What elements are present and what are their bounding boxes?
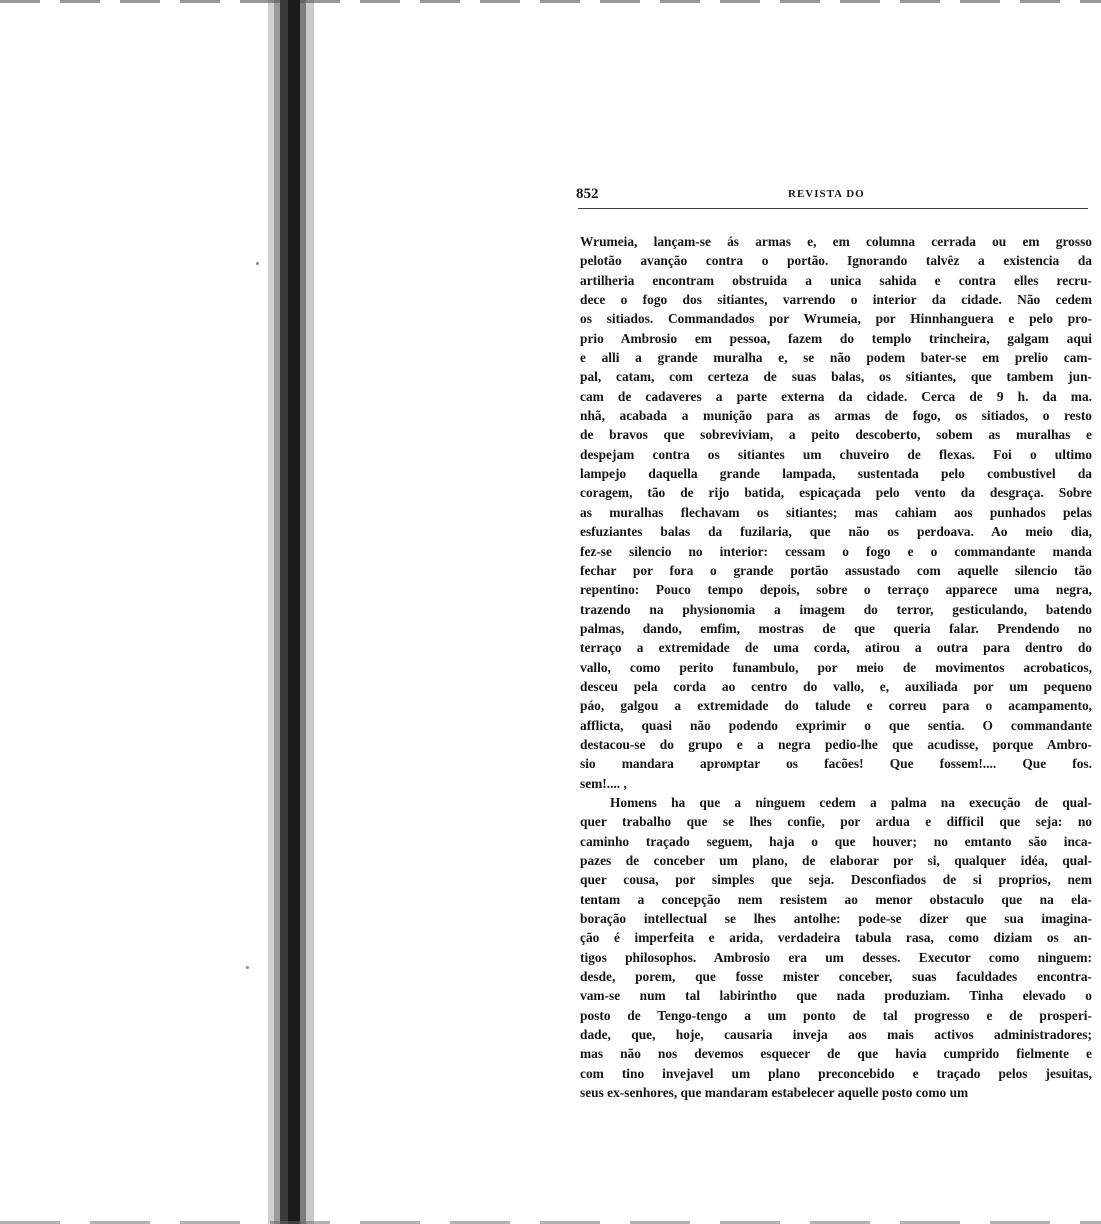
text-line: seus ex-senhores, que mandaram estabelecer aquelle posto como um [580,1085,969,1101]
text-line: Homens ha que a ninguem cedem a palma na execução de qual- [610,794,1092,810]
page-header [576,186,1090,208]
running-head: REVISTA DO [788,188,865,200]
header-rule [578,208,1088,209]
text-line: desceu pela corda ao centro do vallo, e, auxiliada por um pequeno [580,678,1092,694]
book-gutter-shadow [306,0,314,1224]
book-gutter-shadow [280,0,288,1224]
text-line: pal, catam, com certeza de suas balas, os sitiantes, que tambem jun- [580,369,1092,385]
paragraph-1 [580,232,1092,793]
text-line: boração intellectual se lhes antolhe: pode-se dizer que sua imagina- [580,911,1092,927]
text-line: vallo, como perito funambulo, por meio de movimentos acrobaticos, [580,659,1092,675]
text-line: sio mandara aprомptar os facões! Que fossem!.... Que fos. [580,756,1092,772]
text-line: dade, que, hoje, causaria inveja aos mais activos administradores; [580,1027,1092,1043]
text-line: dece o fogo dos sitiantes, varrendo o interior da cidade. Não cedem [580,292,1092,308]
text-line: páo, galgou a extremidade do talude e correu para o acampamento, [580,698,1092,714]
text-line: esfuziantes balas da fuzilaria, que não os perdoava. Ao meio dia, [580,524,1092,540]
text-line: artilheria encontram obstruida a unica sahida e contra elles recru- [580,272,1092,288]
text-line: desde, porem, que fosse mister conceber, suas faculdades encontra- [580,969,1092,985]
text-line: fez-se silencio no interior: cessam o fogo e o commandante manda [580,543,1092,559]
text-line: vam-se num tal labirintho que nada produziam. Tinha elevado o [580,988,1092,1004]
left-margin-blank [0,0,292,1224]
text-line: as muralhas flechavam os sitiantes; mas cahiam aos punhados pelas [580,504,1092,520]
text-line: nhã, acabada a munição para as armas de fogo, os sitiados, o resto [580,408,1092,424]
text-line: trazendo na physionomia a imagem do terror, gesticulando, batendo [580,601,1092,617]
text-line: repentino: Pouco tempo depois, sobre o terraço apparece uma negra, [580,582,1092,598]
text-line: terraço a extremidade de uma corda, atirou a outra para dentro do [580,640,1092,656]
text-line: despejam contra os sitiantes um chuveiro de flexas. Foi o ultimo [580,446,1092,462]
text-line: Wrumeia, lançam-se ás armas e, em columna cerrada ou em grosso [580,234,1092,249]
scan-speck [256,262,259,265]
text-line: quer trabalho que se lhes confie, por ardua e difficil que seja: no [580,814,1092,830]
text-line: prio Ambrosio em pessoa, fazem do templo trincheira, galgam aqui [580,330,1092,346]
text-line: palmas, dando, emfim, mostras de que queria falar. Prendendo no [580,620,1092,636]
text-line: caminho traçado seguem, haja o que houver; no emtanto são inca- [580,833,1092,849]
text-line: mas não nos devemos esquecer de que havia cumprido fielmente e [580,1046,1092,1062]
book-spine-edge [288,0,300,1224]
body-text [580,232,1092,1102]
text-line: pelotão avanção contra o portão. Ignorando talvêz a existencia da [580,253,1092,269]
text-line: destacou-se do grupo e a negra pedio-lhe que acudisse, porque Ambro- [580,736,1092,752]
page-number: 852 [576,186,599,202]
text-line: de bravos que sobreviviam, a peito descoberto, sobem as muralhas e [580,427,1092,443]
scan-speck [246,966,249,969]
text-line: quer cousa, por simples que seja. Desconfiados de si proprios, nem [580,872,1092,888]
text-line: ção é imperfeita e arida, verdadeira tabula rasa, como diziam os an- [580,930,1092,946]
text-line: tentam a concepção nem resistem ao menor obstaculo que na ela- [580,891,1092,907]
text-line: os sitiados. Commandados por Wrumeia, por Hinnhanguera e pelo pro- [580,311,1092,327]
text-line: pazes de conceber um plano, de elaborar por si, qualquer idéa, qual- [580,853,1092,868]
text-line: lampejo daquella grande lampada, sustentada pelo combustivel da [580,466,1092,482]
text-line: e alli a grande muralha e, se não podem bater-se em prelio cam- [580,350,1092,366]
text-line: sem!.... , [580,775,627,791]
text-line: afflicta, quasi não podendo exprimir o que sentia. O commandante [580,717,1092,733]
scan-top-edge [0,0,1101,3]
text-line: coragem, tão de rijo batida, espicaçada pelo vento da desgraça. Sobre [580,485,1092,501]
text-line: fechar por fora o grande portão assustado com aquelle silencio tão [580,562,1092,578]
text-line: cam de cadaveres a parte externa da cidade. Cerca de 9 h. da ma. [580,388,1092,404]
text-line: posto de Tengo-tengo a um ponto de tal progresso e de prosperi- [580,1007,1092,1023]
text-line: com tino invejavel um plano preconcebido e traçado pelos jesuitas, [580,1065,1092,1081]
text-line: tigos philosophos. Ambrosio era um desses. Executor como ninguem: [580,949,1092,965]
paragraph-2 [580,793,1092,1103]
